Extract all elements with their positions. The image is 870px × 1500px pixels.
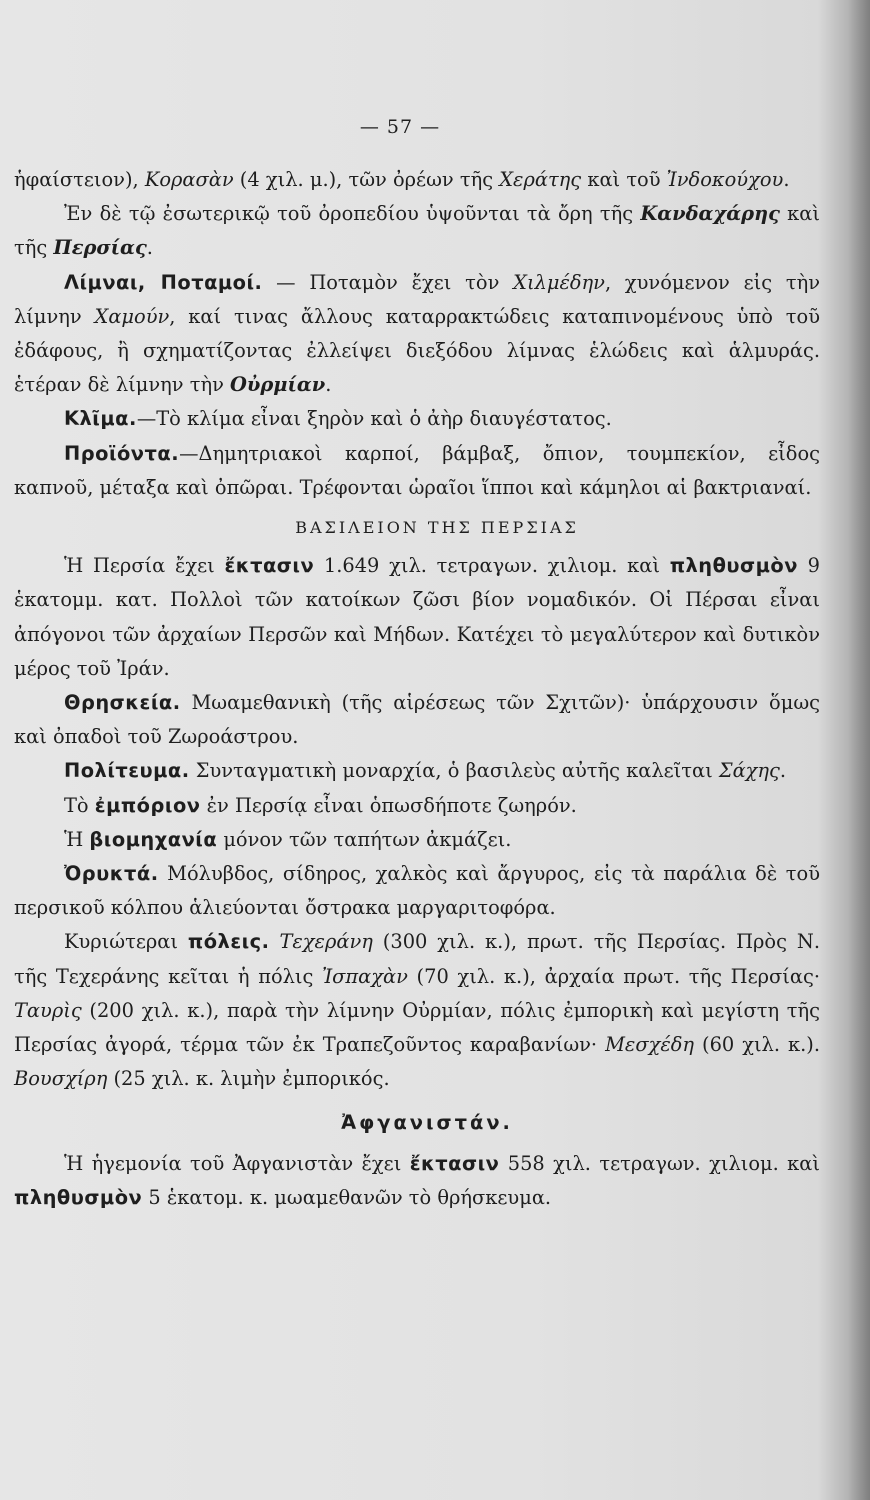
section-heading: Κλῖμα. xyxy=(64,407,137,431)
paragraph-mountains-end xyxy=(14,163,820,197)
text-run: 5 ἑκατομ. κ. μωαμεθανῶν τὸ θρήσκευμα. xyxy=(142,1185,552,1209)
paragraph-commerce xyxy=(14,789,820,823)
place-name: Κορασὰν xyxy=(144,168,234,191)
text-run: , καί τινας ἄλλους καταρρακτώδεις καταπινομένους ὑπὸ τοῦ ἐδάφους, ἢ σχηματίζοντας ἐλλείψει διεξόδου λίμνας ἑλώδεις καὶ ἁλμυράς. ἑτέραν δὲ λίμνην τὴν xyxy=(14,304,820,397)
section-heading: Θρησκεία. xyxy=(64,691,181,715)
paragraph-afghanistan-area xyxy=(14,1147,820,1215)
city-name: Τεχεράνη xyxy=(279,930,373,954)
keyword: ἐμπόριον xyxy=(94,793,201,817)
text-run: 1.649 χιλ. τετραγων. χιλιομ. καὶ xyxy=(314,554,670,578)
text-run: —Δημητριακοὶ καρποί, βάμβαξ, ὄπιον, τουμπεκίον, εἶδος καπνοῦ, μέταξα καὶ ὀπῶραι. Τρέφονται ὡραῖοι ἵπποι καὶ κάμηλοι αἱ βακτριαναί. xyxy=(14,441,820,499)
text-run: —Τὸ κλίμα εἶναι ξηρὸν καὶ ὁ ἀὴρ διαυγέστατος. xyxy=(136,407,612,431)
section-heading: Πολίτευμα. xyxy=(64,759,190,783)
place-name: Χαμούν xyxy=(94,304,170,328)
text-run: Ἡ ἡγεμονία τοῦ Ἀφγανιστὰν ἔχει xyxy=(64,1151,410,1175)
paragraph-cities xyxy=(14,925,820,1096)
text-run: (60 χιλ. κ.). xyxy=(694,1033,820,1057)
heading-kingdom-of-persia: ΒΑΣΙΛΕΙΟΝ ΤΗΣ ΠΕΡΣΙΑΣ xyxy=(295,518,579,538)
city-name: Ἰσπαχὰν xyxy=(322,964,408,988)
paragraph-climate xyxy=(14,402,820,436)
city-name: Ταυρὶς xyxy=(14,998,82,1022)
text-run: Ἡ Περσία ἔχει xyxy=(64,554,225,578)
paragraph-religion xyxy=(14,686,820,754)
keyword: πληθυσμὸν xyxy=(669,554,798,578)
text-run: . xyxy=(325,373,332,397)
text-run: (70 χιλ. κ.), ἀρχαία πρωτ. τῆς Περσίας· xyxy=(407,964,820,988)
text-run: (300 χιλ. κ.), πρωτ. τῆς Περσίας. Πρὸς Ν. τῆς Τεχεράνης κεῖται ἡ πόλις xyxy=(14,930,821,988)
section-heading: Προϊόντα. xyxy=(64,441,180,465)
text-run: . xyxy=(779,759,787,783)
keyword: ἔκτασιν xyxy=(409,1151,500,1175)
keyword: βιομηχανία xyxy=(89,827,218,851)
paragraph-minerals xyxy=(14,857,820,925)
text-run: Μωαμεθανικὴ (τῆς αἱρέσεως τῶν Σχιτῶν)· ὑπάρχουσιν ὅμως καὶ ὀπαδοὶ τοῦ Ζωροάστρου. xyxy=(14,691,820,749)
paragraph-government xyxy=(14,754,820,788)
text-run: μόνον τῶν ταπήτων ἀκμάζει. xyxy=(217,827,512,851)
place-name: Περσίας xyxy=(53,236,147,260)
text-run: (25 χιλ. κ. λιμὴν ἐμπορικός. xyxy=(107,1067,390,1091)
page-body xyxy=(14,163,820,1215)
place-name: Χεράτης xyxy=(499,168,582,191)
paragraph-products xyxy=(14,437,820,505)
text-run: 558 χιλ. τετραγων. χιλιομ. καὶ xyxy=(499,1151,820,1175)
keyword: πληθυσμὸν xyxy=(14,1185,143,1209)
place-name: Ἰνδοκούχου xyxy=(666,168,784,191)
place-name: Χιλμέδην xyxy=(513,270,605,294)
title-word: Σάχης xyxy=(718,759,780,783)
text-run: , χυνόμενον εἰς τὴν λίμνην xyxy=(14,270,820,328)
section-heading: Ὀρυκτά. xyxy=(64,862,159,886)
text-run: Συνταγματικὴ μοναρχία, ὁ βασιλεὺς αὐτῆς καλεῖται xyxy=(189,759,719,783)
page-number: — 57 — xyxy=(359,116,441,138)
text-run xyxy=(270,930,280,953)
section-heading: Λίμναι, Ποταμοί. xyxy=(64,270,263,294)
text-run: 9 ἑκατομμ. κατ. Πολλοὶ τῶν κατοίκων ζῶσι βίον νομαδικόν. Οἱ Πέρσαι εἶναι ἀπόγονοι τῶν ἀρχαίων Περσῶν καὶ Μήδων. Κατέχει τὸ μεγαλύτερον καὶ δυτικὸν μέρος τοῦ Ἰράν. xyxy=(14,554,820,680)
paragraph-industry xyxy=(14,823,820,857)
city-name: Βουσχίρη xyxy=(14,1067,108,1091)
text-run: ἡφαίστειον), xyxy=(14,168,145,191)
place-name: Οὐρμίαν xyxy=(230,373,326,397)
place-name: Κανδαχάρης xyxy=(640,202,780,226)
text-run: Τὸ xyxy=(64,793,95,817)
text-run: Ἐν δὲ τῷ ἐσωτερικῷ τοῦ ὀροπεδίου ὑψοῦνται τὰ ὄρη τῆς xyxy=(64,202,641,226)
text-run: Μόλυβδος, σίδηρος, χαλκὸς καὶ ἄργυρος, εἰς τὰ παράλια δὲ τοῦ περσικοῦ κόλπου ἁλιεύονται ὄστρακα μαργαριτοφόρα. xyxy=(14,862,820,920)
page-gutter-shadow xyxy=(848,0,870,1500)
paragraph-persia-area xyxy=(14,549,820,686)
keyword: πόλεις. xyxy=(187,930,270,954)
city-name: Μεσχέδη xyxy=(605,1033,695,1057)
keyword: ἔκτασιν xyxy=(224,554,315,578)
text-run: — Ποταμὸν ἔχει τὸν xyxy=(262,270,514,294)
text-run: (4 χιλ. μ.), τῶν ὀρέων τῆς xyxy=(233,168,500,191)
text-run: . xyxy=(783,168,790,191)
paragraph-plateau xyxy=(14,197,820,265)
text-run: . xyxy=(146,236,153,260)
heading-afghanistan: Ἀφγανιστάν. xyxy=(341,1111,513,1135)
text-run: καὶ τῆς xyxy=(14,202,820,260)
text-run: ἐν Περσίᾳ εἶναι ὁπωσδήποτε ζωηρόν. xyxy=(200,793,577,817)
text-run: (200 χιλ. κ.), παρὰ τὴν λίμνην Οὐρμίαν, πόλις ἐμπορικὴ καὶ μεγίστη τῆς Περσίας ἀγορά, τέρμα τῶν ἐκ Τραπεζοῦντος καραβανίων· xyxy=(14,998,820,1057)
paragraph-lakes-rivers xyxy=(14,266,820,403)
text-run: καὶ τοῦ xyxy=(581,168,667,191)
text-run: Κυριώτεραι xyxy=(64,930,188,954)
text-run: Ἡ xyxy=(64,827,90,851)
